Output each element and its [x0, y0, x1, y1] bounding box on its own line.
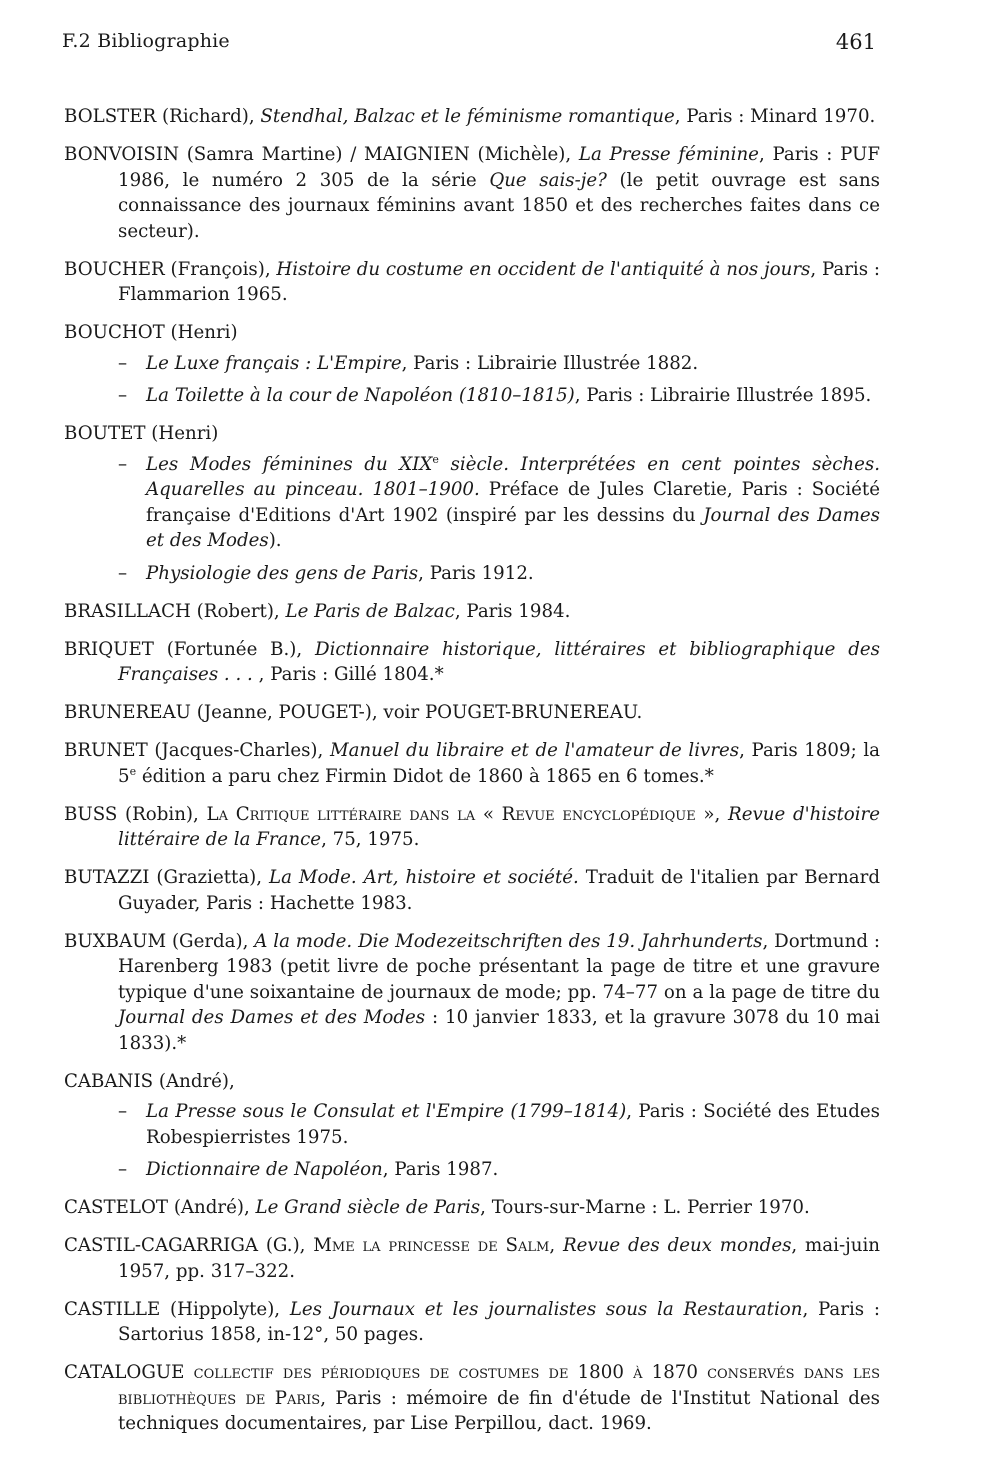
title-text: La Mode. Art, histoire et société.	[269, 867, 579, 888]
smallcaps-text: La Critique littéraire dans la « Revue encyclopédique »	[206, 803, 715, 825]
entry-text: , Paris : mémoire de fin d'étude de l'Institut National des techniques documentaires, par Lise Perpillou, dact. 1969.	[118, 1387, 881, 1434]
bibliography-entry	[64, 865, 880, 916]
entry-author: BOUTET (Henri)	[64, 423, 219, 444]
entry-text: , Paris 1912.	[418, 562, 534, 584]
entry-text: , Paris 1809; la 5	[118, 740, 880, 787]
title-text: Histoire du costume en occident de l'antiquité à nos jours	[276, 258, 811, 280]
entry-text: , Paris 1984.	[454, 600, 571, 622]
title-text: La Toilette à la cour de Napoléon (1810–1815)	[146, 385, 575, 406]
entry-text: Préface de Jules Claretie, Paris : Société française d'Editions d'Art 1902 (inspiré par les dessins du	[146, 479, 880, 526]
entry-text: , Paris : Flammarion 1965.	[118, 258, 880, 305]
entry-text: , Paris : Minard 1970.	[674, 106, 876, 127]
dash-marker: –	[118, 352, 128, 374]
entry-author: CABANIS (André),	[64, 1070, 235, 1092]
entry-text: voir POUGET-BRUNEREAU.	[383, 702, 643, 723]
title-text: Stendhal, Balzac et le féminisme romantique	[260, 106, 675, 127]
title-text: Les Journaux et les journalistes sous la Restauration	[289, 1298, 803, 1320]
bibliography-entry	[64, 738, 880, 789]
title-text: La Presse féminine	[578, 144, 759, 165]
entry-text: , Paris : Librairie Illustrée 1895.	[574, 385, 872, 406]
title-text: Revue d'histoire littéraire de la France	[118, 803, 880, 850]
entry-author: BUTAZZI (Grazietta),	[64, 867, 270, 888]
entry-text: , Paris : PUF 1986, le numéro 2 305 de la série	[118, 144, 880, 191]
entry-author: BOLSTER (Richard),	[64, 106, 261, 127]
title-text: Le Paris de Balzac	[285, 600, 455, 622]
bibliography-subentry	[118, 1099, 880, 1150]
title-text: Dictionnaire historique, littéraires et bibliographique des Françaises . . .	[118, 638, 880, 685]
entry-text: , Dortmund : Harenberg 1983 (petit livre de poche présentant la page de titre et une gravure typique d'une soixantaine de journaux de mode; pp. 74–77 on a la page de titre du	[118, 930, 880, 1003]
title-text: siècle. Interprétées en cent pointes sèches. Aquarelles au pinceau. 1801–1900.	[146, 453, 880, 500]
title-text: Journal des Dames et des Modes	[146, 504, 880, 551]
bibliography-subentry	[118, 1157, 880, 1183]
dash-marker: –	[118, 385, 128, 406]
smallcaps-text: Mme la princesse de Salm	[313, 1235, 550, 1256]
title-text: A la mode. Die Modezeitschriften des 19. Jahrhunderts	[254, 930, 763, 952]
entry-text: , mai-juin 1957, pp. 317–322.	[118, 1235, 880, 1282]
title-text: Journal des Dames et des Modes	[118, 1007, 426, 1028]
entry-author: BONVOISIN (Samra Martine) / MAIGNIEN (Michèle),	[64, 144, 579, 165]
entry-text: ,	[549, 1235, 563, 1256]
title-text: Manuel du libraire et de l'amateur de livres	[329, 740, 740, 761]
entry-author: BOUCHER (François),	[64, 258, 277, 280]
bibliography-entry	[64, 802, 880, 853]
entry-text: ,	[714, 803, 729, 825]
bibliography-entry	[64, 700, 880, 726]
bibliography-entry	[64, 637, 880, 688]
entry-text: , Paris : Gillé 1804.*	[252, 664, 444, 685]
entry-text: , 75, 1975.	[321, 829, 420, 850]
bibliography-subentry	[118, 351, 880, 377]
entry-text: e	[129, 764, 137, 778]
entry-text: , Paris : Librairie Illustrée 1882.	[401, 352, 699, 374]
entry-text: (le petit ouvrage est sans connaissance des journaux féminins avant 1850 et des recherches faites dans ce secteur).	[118, 169, 880, 242]
bibliography-entry	[64, 320, 880, 346]
entry-author: CASTIL-CAGARRIGA (G.),	[64, 1235, 314, 1256]
page-number: 461	[835, 30, 876, 54]
section-title: F.2 Bibliographie	[62, 30, 230, 52]
entry-author: BRIQUET (Fortunée B.),	[64, 638, 316, 660]
title-text: Dictionnaire de Napoléon	[146, 1159, 383, 1180]
entry-text: e	[432, 452, 439, 466]
title-text: Le Luxe français : L'Empire	[146, 352, 402, 374]
dash-marker: –	[118, 1101, 128, 1122]
title-text: Revue des deux mondes	[562, 1235, 792, 1256]
bibliography-entry	[64, 257, 880, 308]
bibliography-entry	[64, 1297, 880, 1348]
title-text: Les Modes féminines du XIX	[146, 453, 433, 475]
entry-author: BRUNET (Jacques-Charles),	[64, 740, 330, 761]
bibliography-entry	[64, 599, 880, 625]
entry-text: Traduit de l'italien par Bernard Guyader, Paris : Hachette 1983.	[118, 867, 880, 914]
entry-author: BRUNEREAU (Jeanne, POUGET-),	[64, 702, 384, 723]
entry-author: BUXBAUM (Gerda),	[64, 930, 255, 952]
dash-marker: –	[118, 453, 128, 475]
entry-author: CASTELOT (André),	[64, 1197, 256, 1218]
bibliography-entry	[64, 1195, 880, 1221]
bibliography-list	[64, 104, 880, 1449]
entry-text: , Paris 1987.	[382, 1159, 499, 1180]
entry-text: édition a paru chez Firmin Didot de 1860 à 1865 en 6 tomes.*	[136, 765, 714, 787]
bibliography-entry	[64, 421, 880, 447]
title-text: Que sais-je?	[489, 169, 607, 191]
entry-text: , Tours-sur-Marne : L. Perrier 1970.	[480, 1197, 810, 1218]
entry-text: , Paris : Sartorius 1858, in-12°, 50 pages.	[118, 1298, 880, 1345]
smallcaps-text: collectif des périodiques de costumes de 1800 à 1870 conservés dans les bibliothèques de Paris	[118, 1362, 880, 1409]
title-text: Physiologie des gens de Paris	[146, 562, 419, 584]
dash-marker: –	[118, 562, 128, 584]
entry-author: BRASILLACH (Robert),	[64, 600, 286, 622]
bibliography-entry	[64, 104, 880, 130]
title-text: Le Grand siècle de Paris	[255, 1197, 481, 1218]
entry-author: BOUCHOT (Henri)	[64, 322, 238, 343]
entry-text: , Paris : Société des Etudes Robespierristes 1975.	[146, 1101, 880, 1148]
entry-author: CASTILLE (Hippolyte),	[64, 1298, 290, 1320]
bibliography-entry	[64, 142, 880, 244]
bibliography-entry	[64, 929, 880, 1057]
bibliography-entry	[64, 1360, 880, 1437]
bibliography-subentry	[118, 452, 880, 554]
dash-marker: –	[118, 1159, 128, 1180]
entry-author: BUSS (Robin),	[64, 803, 207, 825]
bibliography-subentry	[118, 561, 880, 587]
title-text: La Presse sous le Consulat et l'Empire (1799–1814)	[146, 1101, 627, 1122]
bibliography-subentry	[118, 383, 880, 409]
entry-author: CATALOGUE	[64, 1362, 194, 1383]
entry-text: ).	[268, 530, 282, 551]
page-header	[62, 30, 876, 60]
entry-text: : 10 janvier 1833, et la gravure 3078 du 10 mai 1833).*	[118, 1007, 880, 1054]
bibliography-entry	[64, 1233, 880, 1284]
bibliography-entry	[64, 1069, 880, 1095]
